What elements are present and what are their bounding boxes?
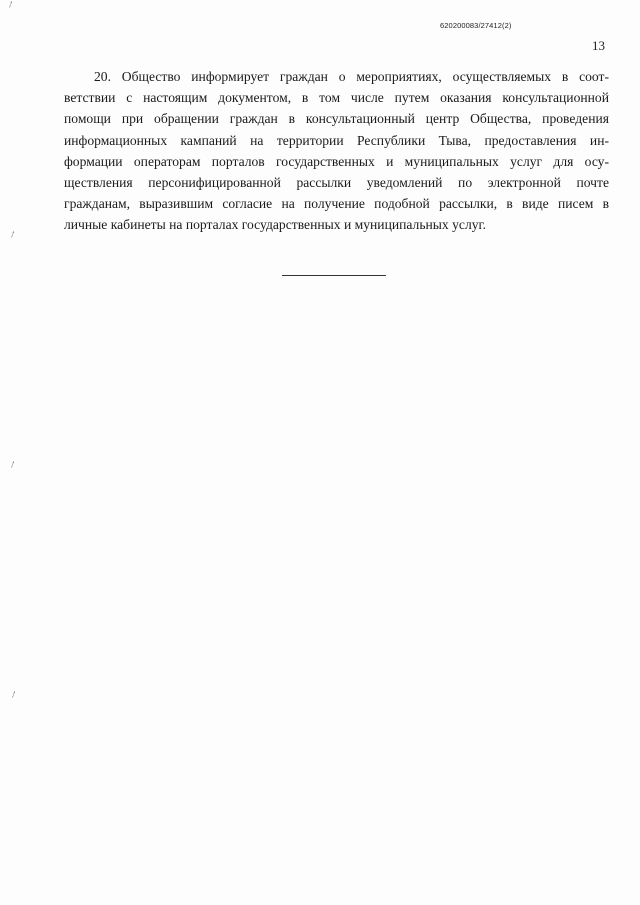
paragraph-line: личные кабинеты на порталах государственных и муниципальных услуг. bbox=[64, 217, 486, 233]
paragraph-line: ществления персонифицированной рассылки уведомлений по электронной почте bbox=[64, 174, 609, 190]
paragraph-line: помощи при обращении граждан в консультационный центр Общества, проведения bbox=[64, 111, 609, 127]
scan-artifact bbox=[11, 461, 17, 468]
scan-artifact bbox=[11, 231, 17, 238]
scan-artifact bbox=[12, 691, 18, 698]
paragraph-line: информационных кампаний на территории Республики Тыва, предоставления ин- bbox=[64, 132, 609, 148]
paragraph-line: гражданам, выразившим согласие на получение подобной рассылки, в виде писем в bbox=[64, 196, 609, 212]
end-of-document-rule bbox=[282, 275, 386, 276]
document-code: 620200083/27412(2) bbox=[440, 21, 512, 30]
scan-artifact bbox=[9, 1, 15, 8]
paragraph-line: формации операторам порталов государственных и муниципальных услуг для осу- bbox=[64, 153, 609, 169]
paragraph-line: ветствии с настоящим документом, в том числе путем оказания консультационной bbox=[64, 90, 609, 106]
paragraph-20 bbox=[64, 66, 609, 236]
paragraph-line: 20. Общество информирует граждан о мероприятиях, осуществляемых в соот- bbox=[94, 69, 609, 84]
page-number: 13 bbox=[592, 38, 605, 53]
